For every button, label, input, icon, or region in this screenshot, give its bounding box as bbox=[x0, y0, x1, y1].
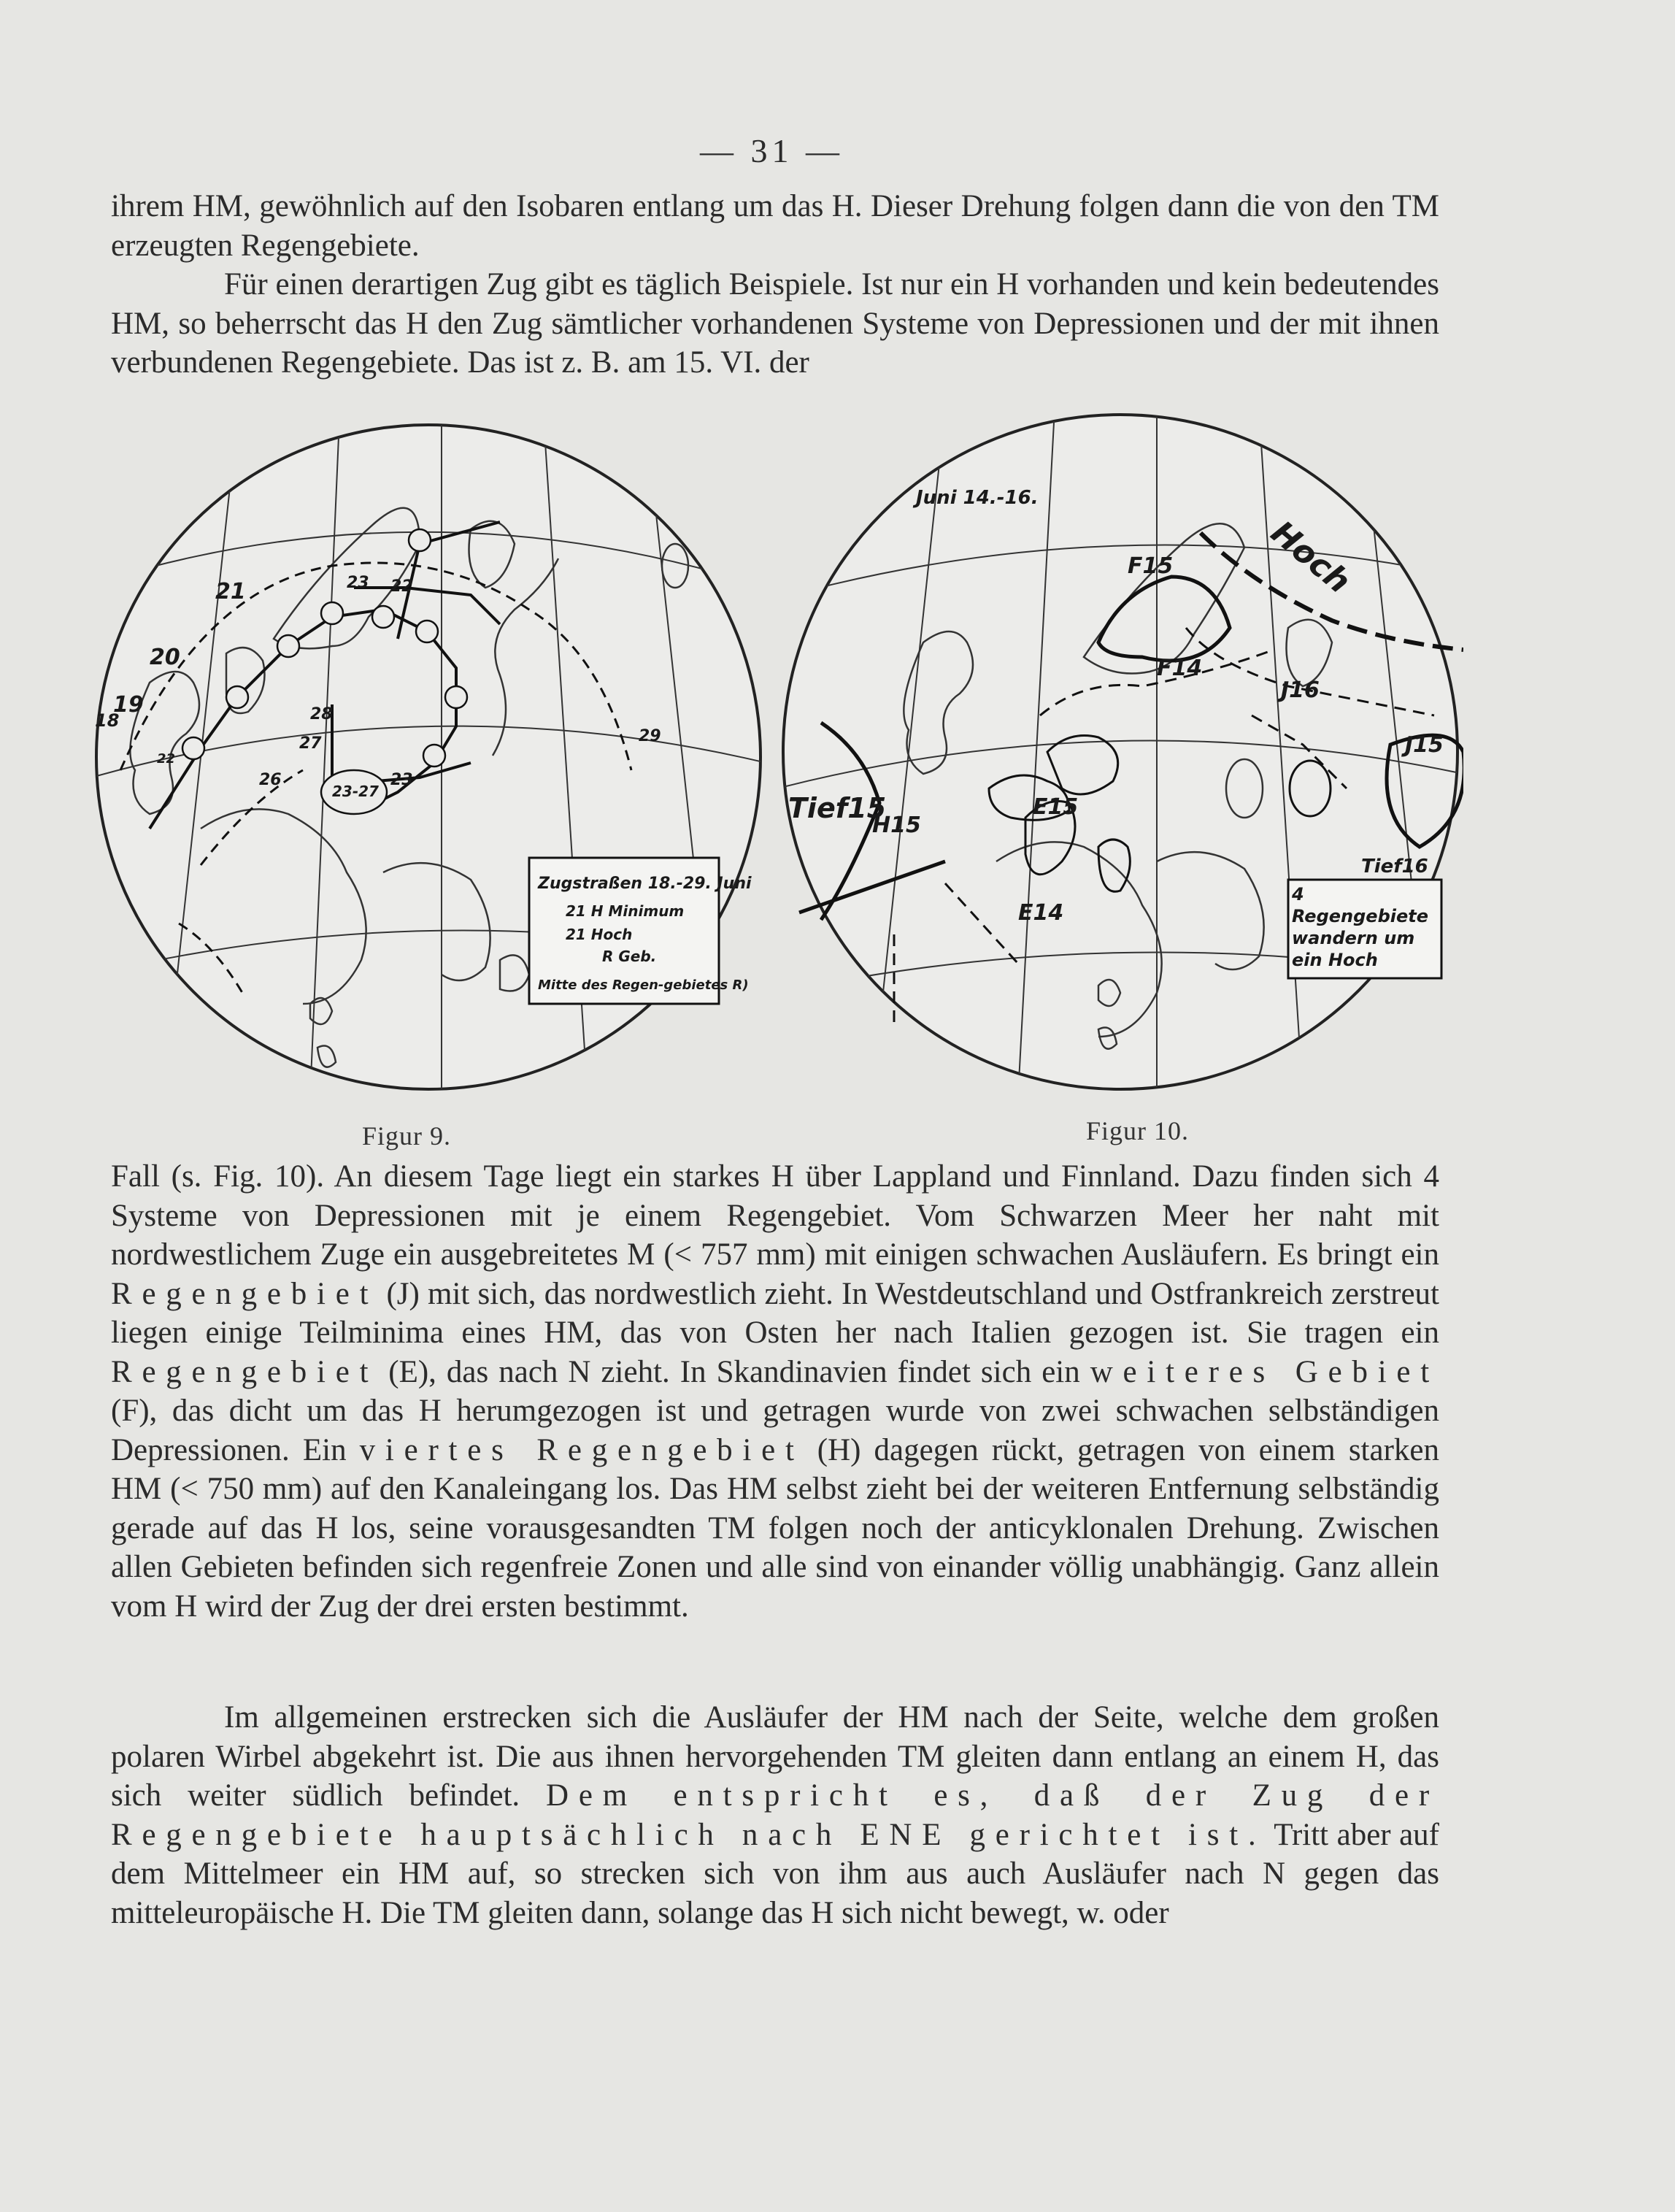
label: J16 bbox=[1281, 677, 1320, 703]
paragraph: Für einen derartigen Zug gibt es täglich Beispiele. Ist nur ein H vorhanden und kein bedeutendes HM, so beherrscht das H den Zug sämtlicher vorhandenen Systeme von Depressionen und der mit ihnen verbundenen Regengebiete. Das ist z. B. am 15. VI. der bbox=[111, 267, 1439, 380]
label: 22 bbox=[157, 751, 176, 767]
label: F15 bbox=[1128, 553, 1174, 579]
label: 23-27 bbox=[332, 783, 379, 800]
label: 23 bbox=[390, 771, 413, 789]
label: 21 bbox=[215, 579, 246, 604]
text-block-fall bbox=[111, 1157, 1439, 1626]
text-block-top bbox=[111, 187, 1439, 383]
figure-9-caption: Figur 9. bbox=[362, 1121, 452, 1151]
label: 22 bbox=[390, 577, 413, 596]
label: J15 bbox=[1405, 732, 1444, 758]
figure-10-note bbox=[1288, 880, 1441, 978]
legend-line: 21 Hoch bbox=[566, 926, 633, 943]
paragraph: ihrem HM, gewöhnlich auf den Isobaren entlang um das H. Dieser Drehung folgen dann die von den TM erzeugten Regengebiete. bbox=[111, 189, 1439, 263]
legend-line: Mitte des Regen-gebietes R) bbox=[538, 978, 749, 993]
label: 26 bbox=[259, 771, 282, 789]
label: Juni 14.-16. bbox=[916, 487, 1039, 509]
figure-9-map bbox=[91, 420, 766, 1095]
page-number: — 31 — bbox=[700, 132, 844, 169]
label: H15 bbox=[872, 813, 921, 838]
paragraph-fall: Fall (s. Fig. 10). An diesem Tage liegt ein starkes H über Lappland und Finnland. Dazu finden sich 4 Systeme von Depressionen mit je einem Regengebiet. Vom Schwarzen Meer her naht mit nordwestlichem Zuge ein ausgebreitetes M (< 757 mm) mit einigen schwachen Ausläufern. Es bringt ein Regengebiet (J) mit sich, das nordwestlich zieht. In Westdeutschland und Ostfrankreich zerstreut liegen einige Teilminima eines HM, das von Osten her nach Italien gezogen ist. Sie tragen ein Regengebiet (E), das nach N zieht. In Skandinavien findet sich ein weiteres Gebiet (F), das dicht um das H herumgezogen ist und getragen wurde von zwei schwachen selbständigen Depressionen. Ein viertes Regengebiet (H) dagegen rückt, getragen von einem starken HM (< 750 mm) auf den Kanaleingang los. Das HM selbst zieht bei der weiteren Entfernung selbständig gerade auf das H los, seine vorausgesandten TM folgen noch der anticyklonalen Drehung. Zwischen allen Gebieten befinden sich regenfreie Zonen und alle sind von einander völlig unabhängig. Ganz allein vom H wird der Zug der drei ersten bestimmt. bbox=[111, 1159, 1439, 1624]
label: E14 bbox=[1018, 900, 1064, 926]
label: E15 bbox=[1033, 794, 1079, 820]
label: 23 bbox=[347, 574, 369, 592]
label: 29 bbox=[639, 727, 661, 745]
label: 20 bbox=[150, 645, 180, 670]
legend-line: R Geb. bbox=[602, 948, 657, 965]
label: 28 bbox=[310, 705, 333, 723]
figure-10-map bbox=[777, 409, 1463, 1095]
paragraph-last: Im allgemeinen erstrecken sich die Ausläufer der HM nach der Seite, welche dem großen polaren Wirbel abgekehrt ist. Die aus ihnen hervorgehenden TM gleiten dann entlang an einem H, das sich weiter südlich befindet. Dem entspricht es, daß der Zug der Regengebiete hauptsächlich nach ENE gerichtet ist. Tritt aber auf dem Mittelmeer ein HM auf, so strecken sich von ihm aus auch Ausläufer nach N gegen das mitteleuropäische H. Die TM gleiten dann, solange das H sich nicht bewegt, w. oder bbox=[111, 1700, 1439, 1930]
figure-9-legend bbox=[529, 858, 752, 1004]
label: 19 bbox=[113, 692, 144, 718]
label: 27 bbox=[299, 734, 322, 753]
figure-10-caption: Figur 10. bbox=[1086, 1116, 1190, 1145]
text-block-last bbox=[111, 1698, 1439, 1932]
label: 18 bbox=[95, 710, 120, 731]
note-text: 4 Regengebiete wandern um ein Hoch bbox=[1292, 884, 1428, 970]
legend-line: 21 H Minimum bbox=[566, 902, 685, 920]
label: Tief15 bbox=[788, 792, 887, 824]
label: Tief16 bbox=[1361, 856, 1428, 877]
legend-title: Zugstraßen 18.-29. Juni bbox=[538, 875, 752, 893]
label: Hoch bbox=[1263, 513, 1358, 601]
label: F14 bbox=[1157, 656, 1203, 681]
